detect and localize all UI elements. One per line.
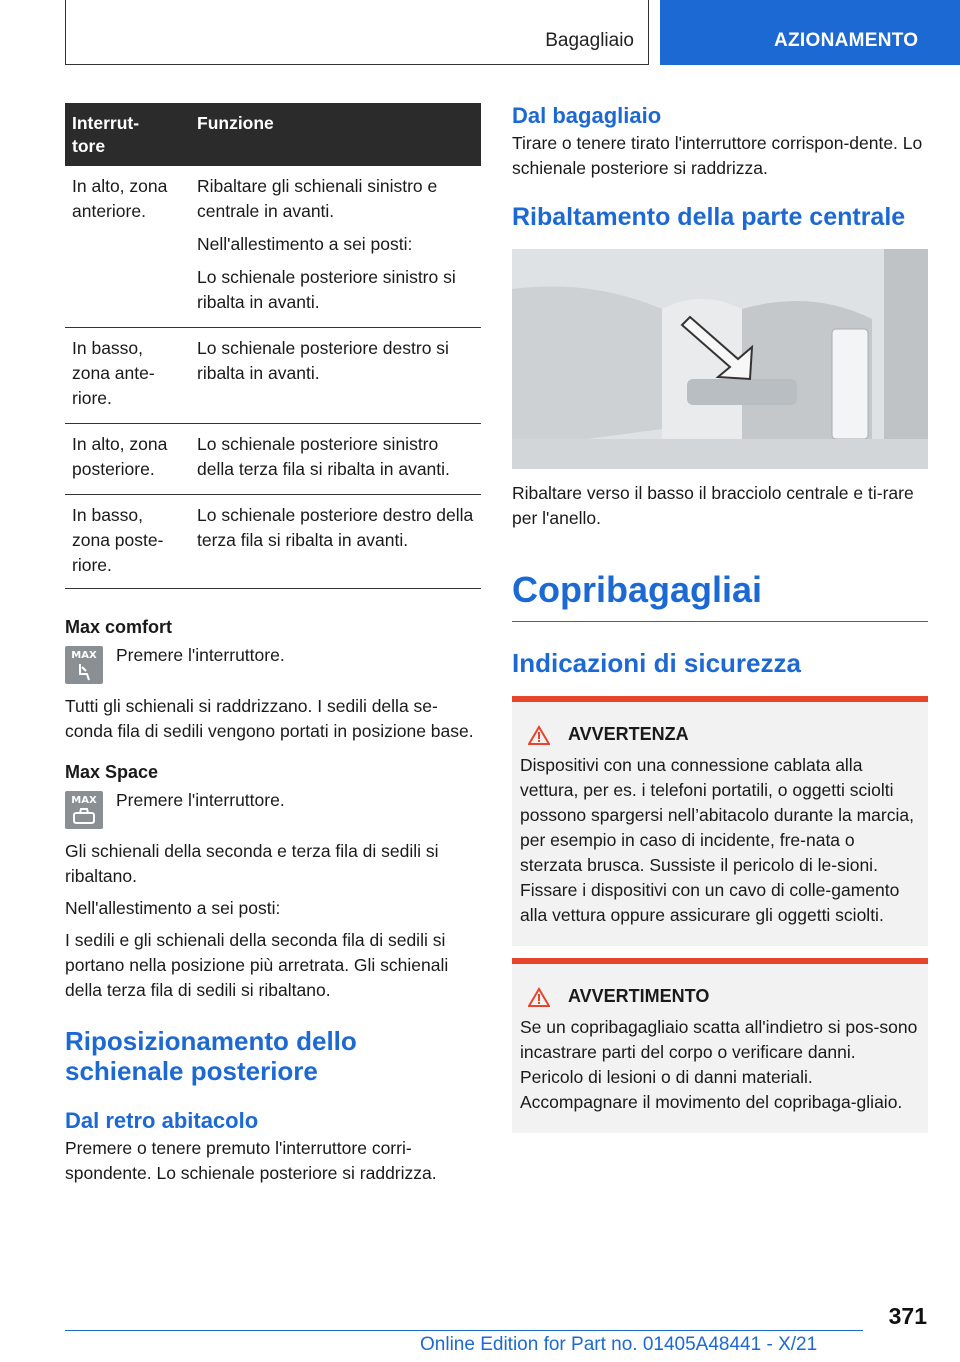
table-cell-switch: In basso, zona ante- riore. [65, 328, 190, 424]
max-space-text: Nell'allestimento a sei posti: [65, 898, 281, 918]
reposition-text-trunk: Tirare o tenere tirato l'interruttore corrispon-dente. Lo schienale posteriore si raddrizza. [512, 133, 923, 178]
icon-label: MAX [71, 795, 97, 806]
warning-title-row [520, 986, 920, 1007]
max-comfort-title: Max comfort [65, 617, 173, 637]
cover-title: Copribagagliai [512, 569, 763, 610]
reposition-text-rear: Premere o tenere premuto l'interruttore corri-spondente. Lo schienale posteriore si raddrizza. [65, 1138, 437, 1183]
header-chapter-tab [660, 0, 960, 65]
reposition-subtitle-trunk: Dal bagagliaio [512, 103, 662, 128]
table-cell-function [190, 424, 481, 495]
warning-title-row [520, 724, 920, 745]
max-comfort-text: Tutti gli schienali si raddrizzano. I sedili della se-conda fila di sedili vengono portati in posizione base. [65, 696, 474, 741]
icon-label: MAX [71, 650, 97, 661]
function-text: Lo schienale posteriore destro della terza fila si ribalta in avanti. [197, 505, 474, 550]
page-number: 371 [888, 1303, 927, 1329]
warning-box-1 [512, 696, 928, 946]
max-space-text: I sedili e gli schienali della seconda fila di sedili si portano nella posizione più arretrata. Gli schienali della terza fila di sedili si ribaltano. [65, 930, 449, 1000]
warning-text: Dispositivi con una connessione cablata alla vettura, per es. i telefoni portatili, o oggetti sciolti possono spargersi nell’abitacolo durante la marcia, per esempio in caso di incidente, fre-nata o sterzata brusca. Sussiste il pericolo di le-sioni. Fissare i dispositivi con un cavo di colle-gamento alla vettura oppure assicurare gli oggetti sciolti. [520, 755, 914, 925]
function-text: Ribaltare gli schienali sinistro e centrale in avanti. [197, 176, 438, 221]
function-text: Lo schienale posteriore sinistro si ribalta in avanti. [197, 267, 456, 312]
table-cell-function [190, 328, 481, 424]
table-header-function: Funzione [190, 103, 481, 166]
reposition-subtitle-rear: Dal retro abitacolo [65, 1108, 259, 1133]
warning-triangle-icon [528, 987, 550, 1007]
table-row [65, 328, 481, 424]
function-text: Nell'allestimento a sei posti: [197, 234, 413, 254]
center-title: Ribaltamento della parte centrale [512, 203, 906, 231]
warning-title: AVVERTENZA [568, 724, 689, 744]
table-cell-function [190, 495, 481, 589]
function-text: Lo schienale posteriore destro si ribalta in avanti. [197, 338, 449, 383]
max-space-row [65, 791, 481, 829]
table-cell-function [190, 166, 481, 328]
table-row [65, 166, 481, 328]
table-row [65, 424, 481, 495]
table-cell-switch: In alto, zona anteriore. [65, 166, 190, 328]
armrest-illustration [512, 249, 928, 469]
safety-title: Indicazioni di sicurezza [512, 648, 801, 678]
switch-function-table [65, 103, 481, 589]
table-cell-switch: In basso, zona poste- riore. [65, 495, 190, 589]
cover-title-rule [512, 621, 928, 622]
header-chapter-label: AZIONAMENTO [774, 30, 919, 51]
table-cell-switch: In alto, zona posteriore. [65, 424, 190, 495]
table-header-switch: Interrut- tore [65, 103, 190, 166]
warning-box-2 [512, 958, 928, 1133]
max-space-title: Max Space [65, 762, 159, 782]
rear-seat-armrest-photo [512, 249, 928, 469]
table-row [65, 495, 481, 589]
max-comfort-action: Premere l'interruttore. [116, 645, 285, 665]
max-comfort-button-icon [65, 646, 103, 684]
max-space-text: Gli schienali della seconda e terza fila di sedili si ribaltano. [65, 841, 439, 886]
left-column [65, 103, 481, 1186]
center-text: Ribaltare verso il basso il bracciolo centrale e ti-rare per l'anello. [512, 483, 914, 528]
footer-rule [65, 1330, 863, 1331]
function-text: Lo schienale posteriore sinistro della terza fila si ribalta in avanti. [197, 434, 450, 479]
warning-triangle-icon [528, 725, 550, 745]
header-section-title: Bagagliaio [545, 30, 634, 51]
right-column [512, 103, 928, 1133]
warning-text: Se un copribagagliaio scatta all'indietro si pos-sono incastrare parti del corpo o verificare danni. Pericolo di lesioni o di danni materiali. Accompagnare il movimento del copribaga-gliaio. [520, 1017, 918, 1112]
warning-title: AVVERTIMENTO [568, 986, 710, 1006]
footer-edition: Online Edition for Part no. 01405A48441 - X/21 [420, 1334, 818, 1355]
max-space-button-icon [65, 791, 103, 829]
max-space-action: Premere l'interruttore. [116, 790, 285, 810]
reposition-title: Riposizionamento dello schienale posteriore [65, 1026, 357, 1086]
max-comfort-row [65, 646, 481, 684]
